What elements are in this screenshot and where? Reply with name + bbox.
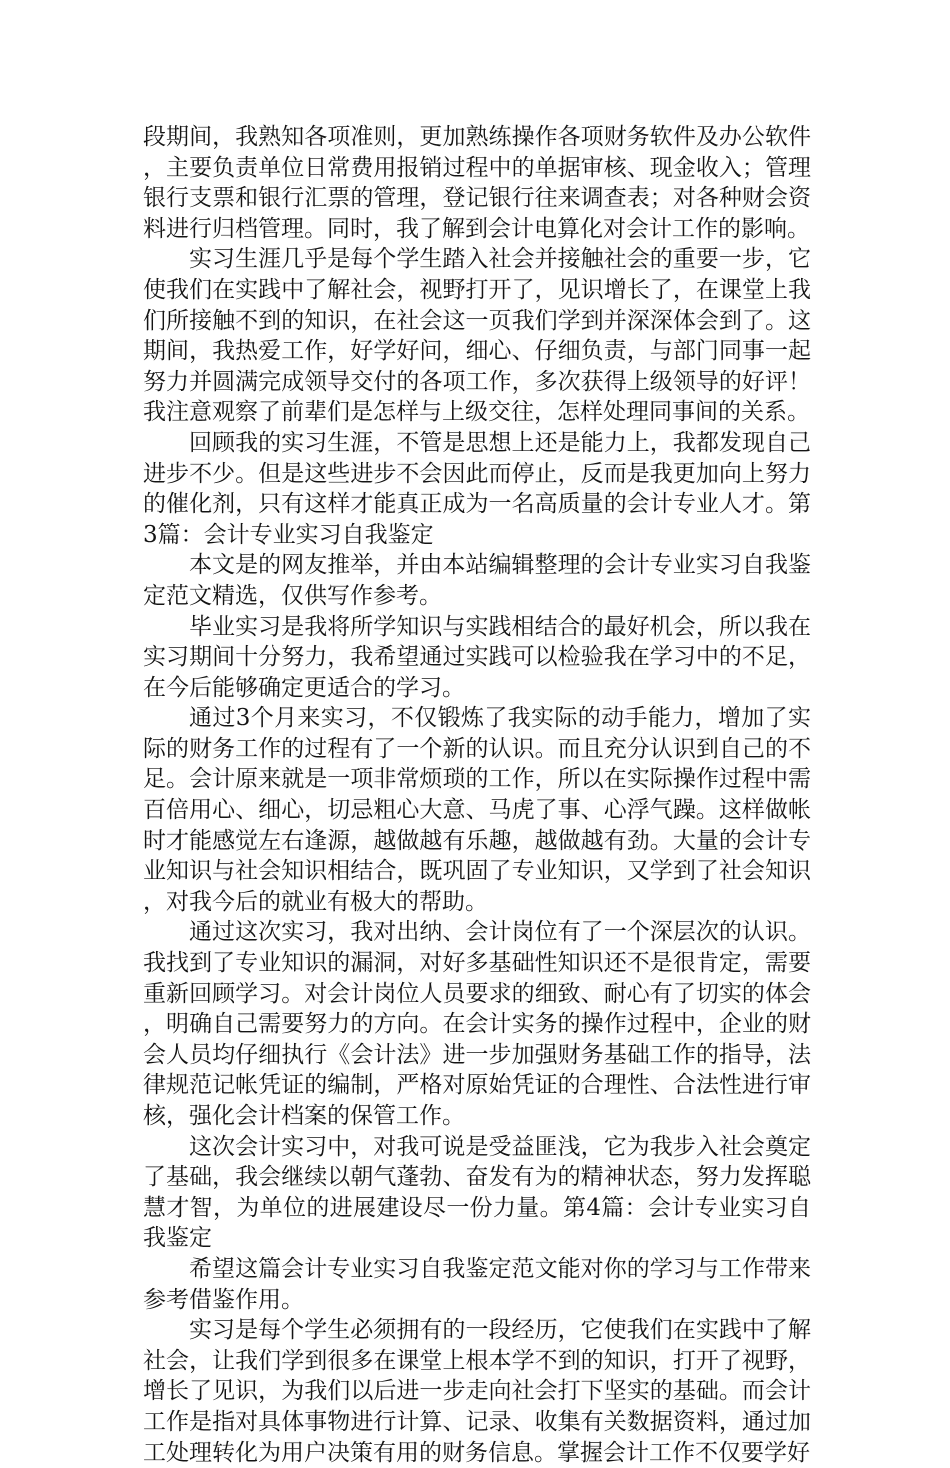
paragraph-7: 通过这次实习，我对出纳、会计岗位有了一个深层次的认识。我找到了专业知识的漏洞，对好多基础性知识还不是很肯定，需要重新回顾学习。对会计岗位人员要求的细致、耐心有了切实的体会，明确自己需要努力的方向。在会计实务的操作过程中，企业的财会人员均仔细执行《会计法》进一步加强财务基础工作的指导，法律规范记帐凭证的编制，严格对原始凭证的合理性、合法性进行审核，强化会计档案的保管工作。 <box>143 919 811 1129</box>
paragraph-10: 实习是每个学生必须拥有的一段经历，它使我们在实践中了解社会，让我们学到很多在课堂上根本学不到的知识，打开了视野，增长了见识，为我们以后进一步走向社会打下坚实的基础。而会计工作是指对具体事物进行计算、记录、收集有关数据资料，通过加工处理转化为用户决策有用的财务信息。掌握会计工作不仅要学好 <box>143 1317 811 1466</box>
paragraph-2: 实习生涯几乎是每个学生踏入社会并接触社会的重要一步，它使我们在实践中了解社会，视野打开了，见识增长了，在课堂上我们所接触不到的知识，在社会这一页我们学到并深深体会到了。这期间，我热爱工作，好学好问，细心、仔细负责，与部门同事一起努力并圆满完成领导交付的各项工作，多次获得上级领导的好评！我注意观察了前辈们是怎样与上级交往，怎样处理同事间的关系。 <box>143 246 811 426</box>
paragraph-1: 段期间，我熟知各项准则，更加熟练操作各项财务软件及办公软件，主要负责单位日常费用报销过程中的单据审核、现金收入；管理银行支票和银行汇票的管理，登记银行往来调查表；对各种财会资料进行归档管理。同时，我了解到会计电算化对会计工作的影响。 <box>143 124 811 242</box>
paragraph-9: 希望这篇会计专业实习自我鉴定范文能对你的学习与工作带来参考借鉴作用。 <box>143 1255 811 1313</box>
document-body <box>143 122 811 1468</box>
paragraph-4: 本文是的网友推举，并由本站编辑整理的会计专业实习自我鉴定范文精选，仅供写作参考。 <box>143 552 811 609</box>
paragraph-5: 毕业实习是我将所学知识与实践相结合的最好机会，所以我在实习期间十分努力，我希望通过实践可以检验我在学习中的不足，在今后能够确定更适合的学习。 <box>143 613 811 701</box>
paragraph-8: 这次会计实习中，对我可说是受益匪浅，它为我步入社会奠定了基础，我会继续以朝气蓬勃、奋发有为的精神状态，努力发挥聪慧才智，为单位的进展建设尽一份力量。第4篇：会计专业实习自我鉴定 <box>143 1133 811 1252</box>
paragraph-6: 通过3个月来实习，不仅锻炼了我实际的动手能力，增加了实际的财务工作的过程有了一个新的认识。而且充分认识到自己的不足。会计原来就是一项非常烦琐的工作，所以在实际操作过程中需百倍用心、细心，切忌粗心大意、马虎了事、心浮气躁。这样做帐时才能感觉左右逢源，越做越有乐趣，越做越有劲。大量的会计专业知识与社会知识相结合，既巩固了专业知识，又学到了社会知识，对我今后的就业有极大的帮助。 <box>143 705 811 915</box>
paragraph-3: 回顾我的实习生涯，不管是思想上还是能力上，我都发现自己进步不少。但是这些进步不会因此而停止，反而是我更加向上努力的催化剂，只有这样才能真正成为一名高质量的会计专业人才。第3篇：会计专业实习自我鉴定 <box>143 429 811 548</box>
